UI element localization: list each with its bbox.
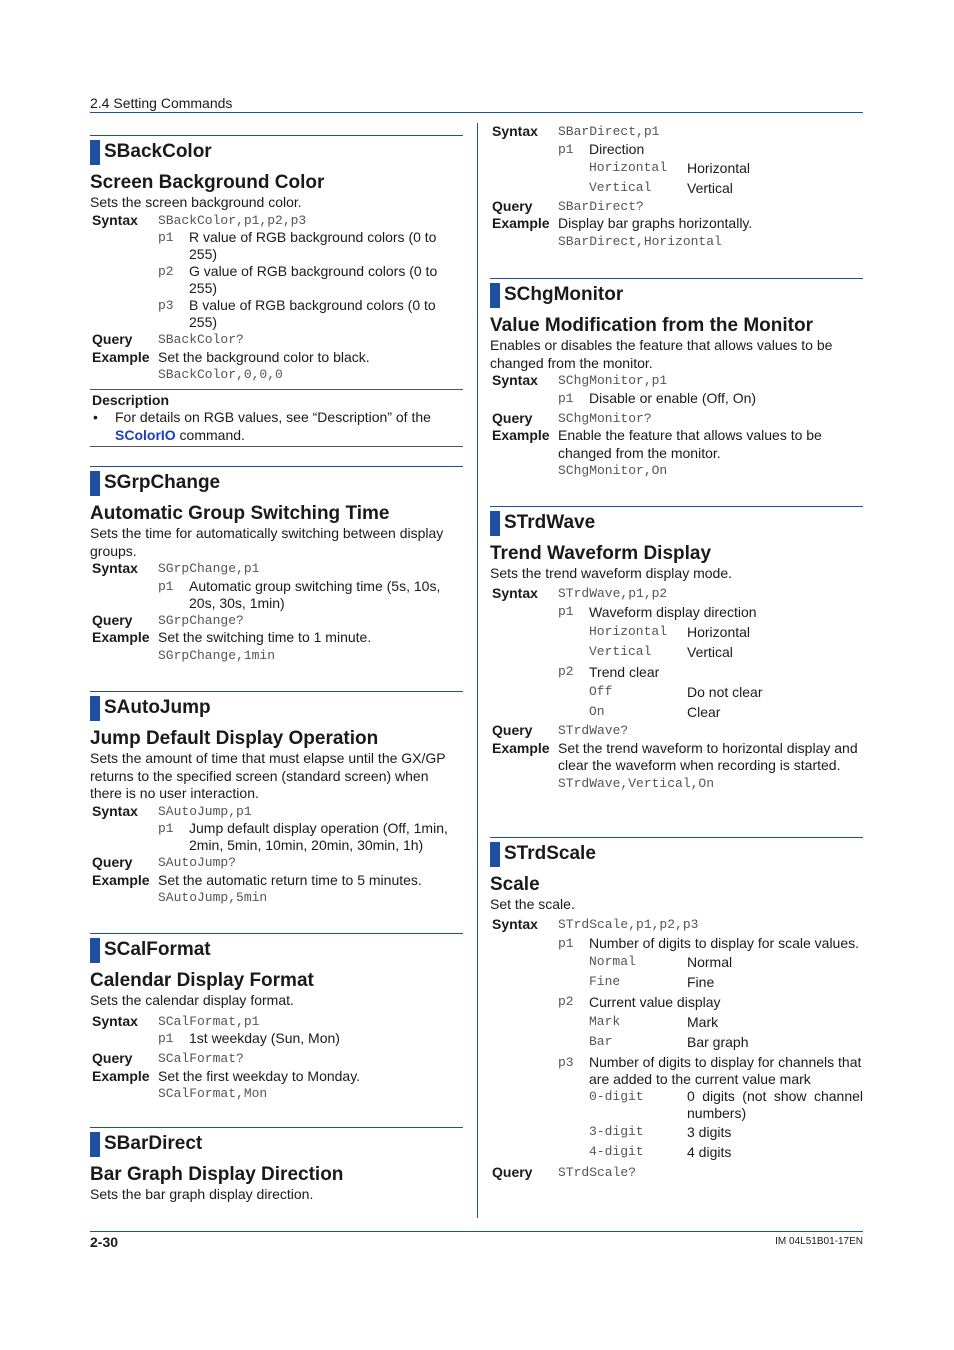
param-p1: p1 Waveform display direction [558, 604, 757, 620]
example-code-row: SBackColor,0,0,0 [158, 367, 283, 382]
example-code-row: SChgMonitor,On [558, 463, 668, 478]
example-row: Example Set the first weekday to Monday. [92, 1067, 361, 1084]
section-title: Calendar Display Format [90, 970, 314, 991]
option-row: Normal Normal [589, 954, 733, 970]
option-row: Mark Mark [589, 1014, 719, 1030]
query-row: Query SBackColor? [92, 331, 244, 347]
syntax-row: Syntax SBarDirect,p1 [492, 123, 660, 139]
option-row: 3-digit 3 digits [589, 1124, 732, 1140]
heading-bar [90, 140, 100, 165]
section-scalformat [90, 933, 463, 1103]
option-row: Bar Bar graph [589, 1034, 749, 1050]
syntax-row: Syntax SBackColor,p1,p2,p3 [92, 211, 307, 228]
syntax-row: Syntax SCalFormat,p1 [92, 1012, 260, 1029]
section-desc: Sets the bar graph display direction. [90, 1186, 314, 1202]
option-row: Horizontal Horizontal [589, 159, 751, 176]
query-row: Query SChgMonitor? [492, 409, 652, 426]
param-p3: p3 Number of digits to display for channels that are added to the current value mark [558, 1054, 862, 1087]
command-heading: STrdWave [490, 510, 863, 536]
section-title: Bar Graph Display Direction [90, 1164, 344, 1185]
section-strdscale [490, 837, 863, 1182]
section-sbardirect [90, 1127, 463, 1204]
section-sgrpchange [90, 466, 463, 664]
syntax-row: Syntax SGrpChange,p1 [92, 560, 260, 576]
page-number: 2-30 [90, 1234, 119, 1250]
option-row: 0-digit 0 digits (not show channel numbers) [589, 1088, 863, 1121]
section-title: Value Modification from the Monitor [490, 315, 813, 336]
query-row: Query STrdWave? [492, 722, 629, 738]
syntax-row: Syntax STrdScale,p1,p2,p3 [492, 915, 699, 932]
description-bullet: • For details on RGB values, see “Description” of the SColorIO command. [93, 409, 431, 443]
param-p1: p1 Disable or enable (Off, On) [558, 389, 757, 406]
param-p1: p1 1st weekday (Sun, Mon) [158, 1030, 340, 1046]
section-sbardirect-cont [490, 123, 863, 250]
section-desc: Set the scale. [490, 896, 575, 912]
param-p1: p1 Number of digits to display for scale values. [558, 935, 860, 951]
syntax-row: Syntax SAutoJump,p1 [92, 802, 252, 819]
command-heading: SChgMonitor [490, 282, 863, 308]
query-row: Query SGrpChange? [92, 611, 244, 628]
section-sbackcolor [90, 135, 463, 447]
command-heading: SCalFormat [90, 937, 463, 963]
param-p1: p1 Automatic group switching time (5s, 10s, 20s, 30s, 1min) [158, 577, 441, 611]
section-schgmonitor [490, 278, 863, 480]
syntax-row: Syntax SChgMonitor,p1 [492, 372, 668, 388]
option-row: Vertical Vertical [589, 179, 733, 196]
section-desc: Enables or disables the feature that allows values to be changed from the monitor. [490, 337, 833, 371]
section-title: Scale [490, 874, 540, 895]
section-desc: Sets the screen background color. [90, 194, 302, 210]
option-row: Horizontal Horizontal [589, 624, 751, 640]
section-title: Jump Default Display Operation [90, 728, 379, 749]
command-heading: SGrpChange [90, 470, 463, 496]
section-title: Automatic Group Switching Time [90, 503, 390, 524]
page-footer [90, 1231, 863, 1250]
example-row: Example Set the background color to black. [92, 348, 370, 365]
param-p3: p3 B value of RGB background colors (0 to 255) [158, 297, 436, 330]
section-desc: Sets the trend waveform display mode. [490, 565, 733, 581]
option-row: On Clear [589, 704, 721, 720]
command-heading: SBackColor [90, 139, 463, 165]
option-row: Fine Fine [589, 974, 715, 990]
option-row: Off Do not clear [589, 684, 763, 700]
example-row: Example Enable the feature that allows values to be changed from the monitor. [492, 427, 822, 461]
example-row: Example Set the trend waveform to horizontal display and clear the waveform when recording is started. [492, 739, 858, 773]
param-p2: p2 G value of RGB background colors (0 to 255) [158, 263, 438, 296]
section-desc: Sets the time for automatically switching between display groups. [90, 525, 444, 559]
column-divider [477, 123, 478, 1218]
query-row: Query SBarDirect? [492, 197, 644, 214]
syntax-row: Syntax STrdWave,p1,p2 [492, 584, 668, 601]
description-box: Description • For details on RGB values, see “Description” of the SColorIO command. [90, 389, 463, 448]
example-code-row: STrdWave,Vertical,On [558, 775, 715, 791]
param-p2: p2 Trend clear [558, 664, 660, 680]
section-title: Screen Background Color [90, 172, 325, 193]
example-row: Example Display bar graphs horizontally. [492, 215, 753, 231]
section-title: Trend Waveform Display [490, 543, 712, 564]
param-p1: p1 R value of RGB background colors (0 to 255) [158, 229, 437, 262]
section-strdwave [490, 506, 863, 792]
section-desc: Sets the amount of time that must elapse until the GX/GP returns to the specified screen (standard screen) when there is no user interaction. [90, 750, 446, 801]
example-code-row: SBarDirect,Horizontal [558, 233, 722, 249]
option-row: Vertical Vertical [589, 644, 733, 660]
command-heading: STrdScale [490, 841, 863, 867]
param-p1: p1 Direction [558, 140, 645, 157]
command-heading: SAutoJump [90, 695, 463, 721]
example-row: Example Set the automatic return time to 5 minutes. [92, 871, 422, 888]
example-row: Example Set the switching time to 1 minute. [92, 629, 372, 645]
example-code-row: SAutoJump,5min [158, 890, 268, 905]
param-p1: p1 Jump default display operation (Off, 1min, 2min, 5min, 10min, 20min, 30min, 1h) [158, 820, 448, 853]
command-heading: SBarDirect [90, 1131, 463, 1157]
example-code-row: SCalFormat,Mon [158, 1086, 268, 1101]
option-row: 4-digit 4 digits [589, 1144, 732, 1160]
query-row: Query STrdScale? [492, 1164, 637, 1180]
param-p2: p2 Current value display [558, 994, 721, 1010]
query-row: Query SCalFormat? [92, 1050, 244, 1066]
section-sautojump [90, 691, 463, 907]
running-header: 2.4 Setting Commands [90, 95, 863, 113]
section-desc: Sets the calendar display format. [90, 992, 294, 1008]
scolorio-link[interactable]: SColorIO [115, 426, 176, 443]
example-code-row: SGrpChange,1min [158, 647, 276, 663]
document-id: IM 04L51B01-17EN [775, 1236, 863, 1247]
query-row: Query SAutoJump? [92, 854, 237, 870]
